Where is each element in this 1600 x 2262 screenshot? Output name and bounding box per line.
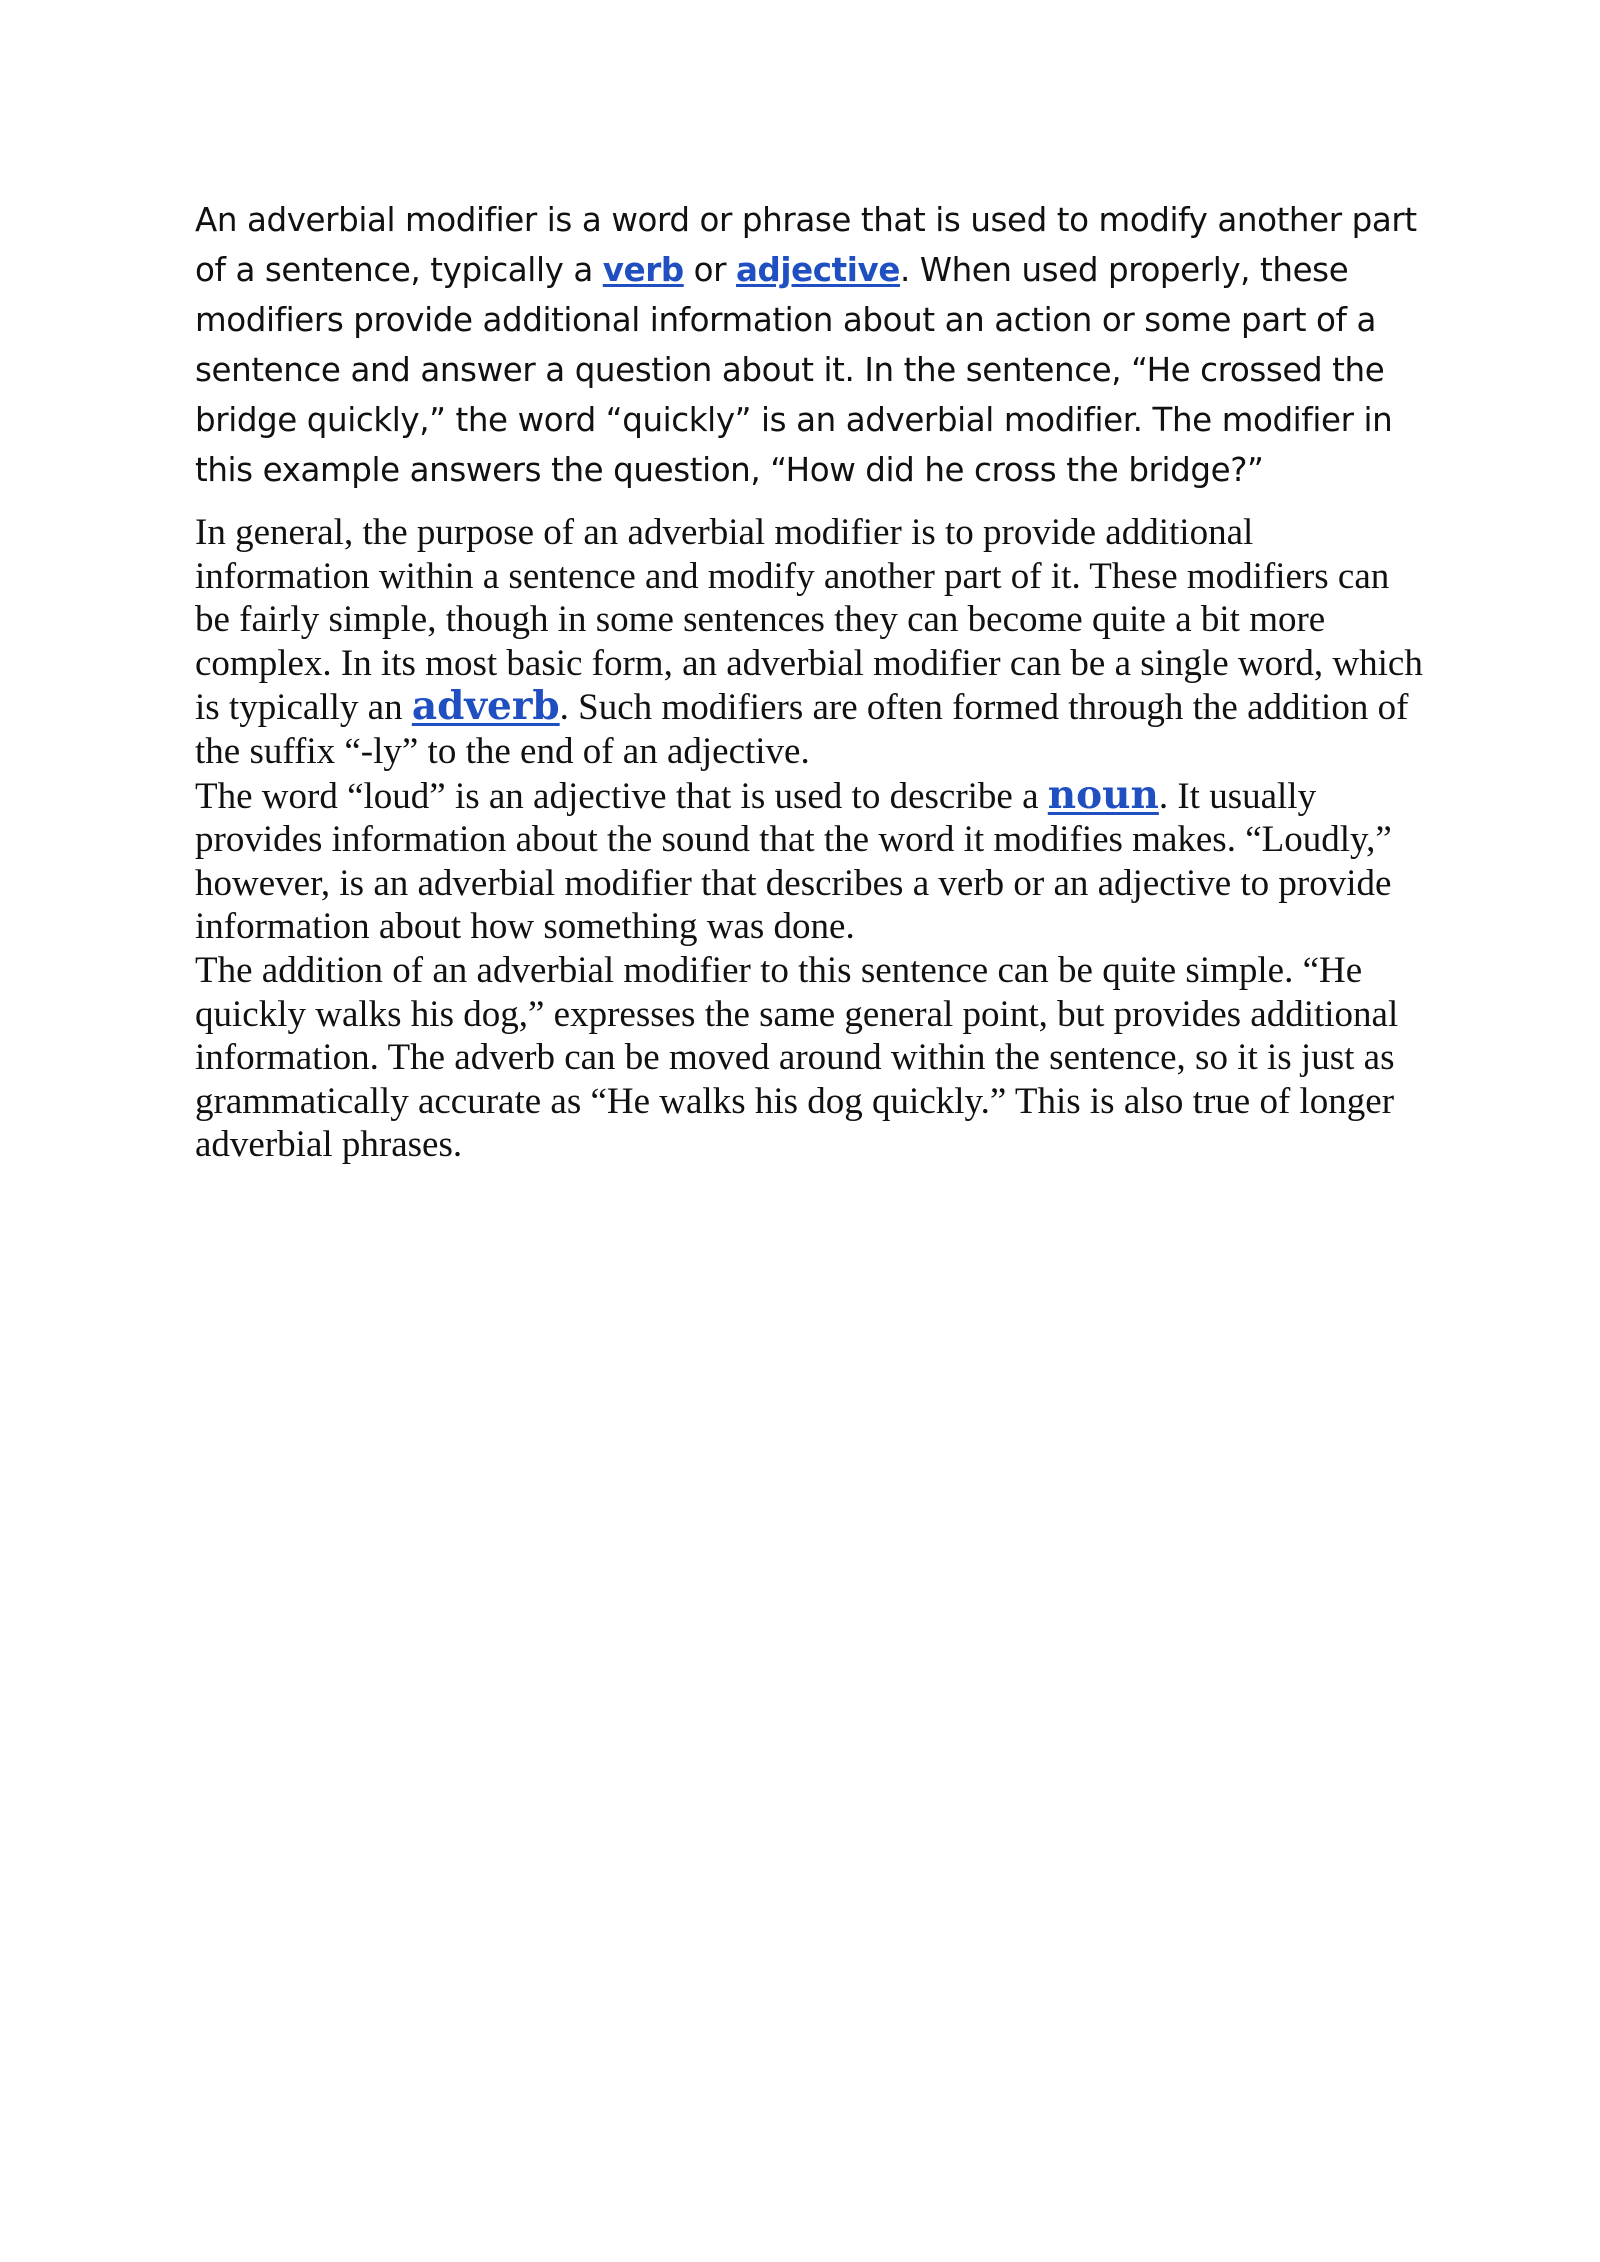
paragraph-purpose — [195, 511, 1425, 774]
paragraph-text: . When used properly, these modifiers provide additional information about an action or some part of a sentence and answer a question about it. In the sentence, “He crossed the bridge quickly,” the word “quickly” is an adverbial modifier. The modifier in this example answers the question, “How did he cross the bridge?” — [195, 251, 1393, 489]
paragraph-text: . It usually provides information about the sound that the word it modifies makes. “Loudly,” however, is an adverbial modifier that describes a verb or an adjective to provide information about how something was done. — [195, 775, 1392, 948]
link-verb[interactable]: verb — [602, 251, 684, 289]
paragraph-text: In general, the purpose of an adverbial modifier is to provide additional information within a sentence and modify another part of it. These modifiers can be fairly simple, though in some sentences they can become quite a bit more complex. In its most basic form, an adverbial modifier can be a single word, which is typically an — [195, 512, 1423, 729]
paragraph-text: The word “loud” is an adjective that is used to describe a — [195, 775, 1048, 817]
paragraph-loud — [195, 771, 1425, 949]
paragraph-text: . Such modifiers are often formed through the addition of the suffix “-ly” to the end of an adjective. — [195, 687, 1409, 772]
paragraph-text: An adverbial modifier is a word or phrase that is used to modify another part of a sentence, typically a — [195, 201, 1417, 289]
paragraph-intro — [195, 195, 1425, 495]
link-noun[interactable]: noun — [1047, 771, 1159, 818]
paragraph-text: or — [683, 251, 737, 289]
link-adjective[interactable]: adjective — [736, 251, 900, 289]
link-adverb[interactable]: adverb — [411, 683, 560, 730]
paragraph-addition: The addition of an adverbial modifier to this sentence can be quite simple. “He quickly walks his dog,” expresses the same general point, but provides additional information. The adverb can be moved around within the sentence, so it is just as grammatically accurate as “He walks his dog quickly.” This is also true of longer adverbial phrases. — [195, 949, 1399, 1166]
document-body — [195, 195, 1425, 1167]
